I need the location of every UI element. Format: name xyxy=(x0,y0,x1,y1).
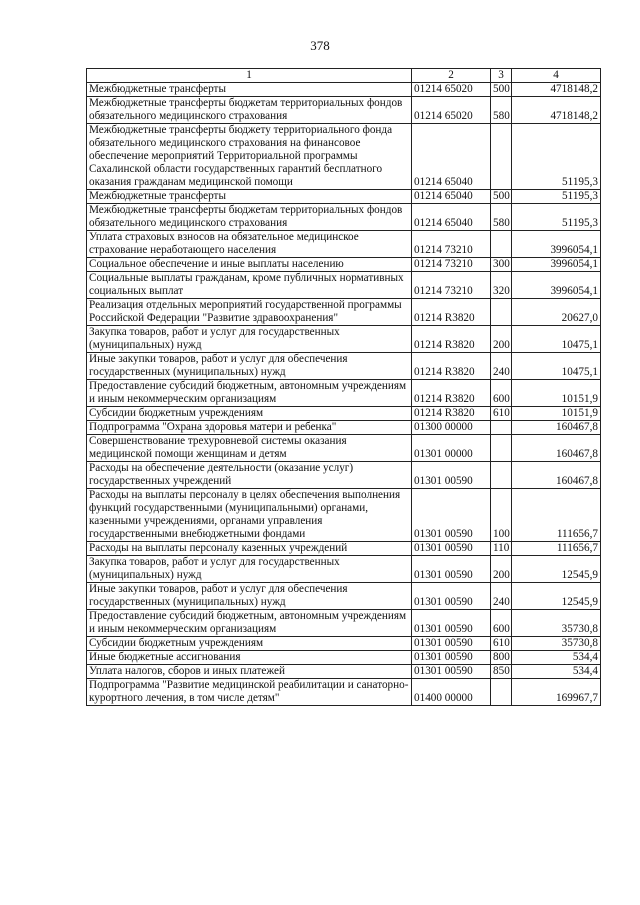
row-name-cell: Межбюджетные трансферты xyxy=(87,190,412,204)
row-name-cell: Подпрограмма "Развитие медицинской реабилитации и санаторно-курортного лечения, в том числе детям" xyxy=(87,679,412,706)
table-row xyxy=(87,462,601,489)
row-type-cell xyxy=(491,299,512,326)
row-amount-cell: 3996054,1 xyxy=(512,272,601,299)
row-amount-cell: 534,4 xyxy=(512,665,601,679)
table-row xyxy=(87,651,601,665)
row-name-cell: Субсидии бюджетным учреждениям xyxy=(87,637,412,651)
row-type-cell xyxy=(491,679,512,706)
row-type-cell: 610 xyxy=(491,637,512,651)
row-type-cell: 200 xyxy=(491,326,512,353)
row-code-cell: 01214 65040 xyxy=(412,190,491,204)
row-name-cell: Межбюджетные трансферты xyxy=(87,83,412,97)
row-code-cell: 01300 00000 xyxy=(412,421,491,435)
table-row xyxy=(87,489,601,542)
row-amount-cell: 10475,1 xyxy=(512,326,601,353)
row-amount-cell: 20627,0 xyxy=(512,299,601,326)
row-name-cell: Предоставление субсидий бюджетным, автономным учреждениям и иным некоммерческим организациям xyxy=(87,380,412,407)
table-row xyxy=(87,637,601,651)
table-row xyxy=(87,380,601,407)
row-code-cell: 01214 65040 xyxy=(412,204,491,231)
row-type-cell: 240 xyxy=(491,353,512,380)
table-row xyxy=(87,190,601,204)
table-row xyxy=(87,124,601,190)
row-code-cell: 01214 65040 xyxy=(412,124,491,190)
row-amount-cell: 51195,3 xyxy=(512,124,601,190)
table-row xyxy=(87,326,601,353)
row-type-cell xyxy=(491,124,512,190)
row-code-cell: 01214 73210 xyxy=(412,258,491,272)
row-code-cell: 01214 R3820 xyxy=(412,326,491,353)
row-type-cell: 610 xyxy=(491,407,512,421)
row-amount-cell: 35730,8 xyxy=(512,637,601,651)
row-name-cell: Предоставление субсидий бюджетным, автономным учреждениям и иным некоммерческим организациям xyxy=(87,610,412,637)
header-cell: 3 xyxy=(491,69,512,83)
row-amount-cell: 10151,9 xyxy=(512,407,601,421)
header-cell: 2 xyxy=(412,69,491,83)
row-type-cell: 100 xyxy=(491,489,512,542)
table-row xyxy=(87,421,601,435)
row-type-cell: 320 xyxy=(491,272,512,299)
table-row xyxy=(87,97,601,124)
row-code-cell: 01301 00590 xyxy=(412,583,491,610)
row-amount-cell: 111656,7 xyxy=(512,489,601,542)
table-row xyxy=(87,83,601,97)
row-amount-cell: 4718148,2 xyxy=(512,97,601,124)
row-code-cell: 01214 73210 xyxy=(412,272,491,299)
row-name-cell: Межбюджетные трансферты бюджету территориального фонда обязательного медицинского страхования на финансовое обеспечение мероприятий Территориальной программы Сахалинской области государственных гарантий бесплатного оказания гражданам медицинской помощи xyxy=(87,124,412,190)
row-type-cell: 110 xyxy=(491,542,512,556)
table-row xyxy=(87,204,601,231)
row-type-cell: 300 xyxy=(491,258,512,272)
row-name-cell: Уплата страховых взносов на обязательное медицинское страхование неработающего населения xyxy=(87,231,412,258)
row-amount-cell: 4718148,2 xyxy=(512,83,601,97)
row-type-cell: 500 xyxy=(491,190,512,204)
row-name-cell: Расходы на выплаты персоналу казенных учреждений xyxy=(87,542,412,556)
row-code-cell: 01214 R3820 xyxy=(412,380,491,407)
row-name-cell: Расходы на обеспечение деятельности (оказание услуг) государственных учреждений xyxy=(87,462,412,489)
row-amount-cell: 160467,8 xyxy=(512,435,601,462)
budget-table xyxy=(86,68,601,706)
row-name-cell: Иные закупки товаров, работ и услуг для обеспечения государственных (муниципальных) нужд xyxy=(87,583,412,610)
row-code-cell: 01214 65020 xyxy=(412,97,491,124)
row-amount-cell: 12545,9 xyxy=(512,583,601,610)
row-code-cell: 01301 00590 xyxy=(412,651,491,665)
table-row xyxy=(87,407,601,421)
table-row xyxy=(87,542,601,556)
row-name-cell: Субсидии бюджетным учреждениям xyxy=(87,407,412,421)
row-code-cell: 01301 00590 xyxy=(412,462,491,489)
row-amount-cell: 160467,8 xyxy=(512,421,601,435)
row-code-cell: 01400 00000 xyxy=(412,679,491,706)
table-row xyxy=(87,665,601,679)
row-name-cell: Социальные выплаты гражданам, кроме публичных нормативных социальных выплат xyxy=(87,272,412,299)
row-type-cell xyxy=(491,231,512,258)
row-code-cell: 01214 R3820 xyxy=(412,299,491,326)
row-code-cell: 01301 00590 xyxy=(412,610,491,637)
row-name-cell: Расходы на выплаты персоналу в целях обеспечения выполнения функций государственными (муниципальными) органами, казенными учреждениями, органами управления государственными внебюджетными фондами xyxy=(87,489,412,542)
row-amount-cell: 3996054,1 xyxy=(512,258,601,272)
table-row xyxy=(87,435,601,462)
row-name-cell: Закупка товаров, работ и услуг для государственных (муниципальных) нужд xyxy=(87,326,412,353)
row-amount-cell: 3996054,1 xyxy=(512,231,601,258)
row-code-cell: 01214 R3820 xyxy=(412,353,491,380)
row-amount-cell: 160467,8 xyxy=(512,462,601,489)
row-amount-cell: 51195,3 xyxy=(512,190,601,204)
row-name-cell: Межбюджетные трансферты бюджетам территориальных фондов обязательного медицинского страхования xyxy=(87,204,412,231)
row-amount-cell: 51195,3 xyxy=(512,204,601,231)
row-type-cell: 580 xyxy=(491,204,512,231)
row-amount-cell: 10475,1 xyxy=(512,353,601,380)
table-row xyxy=(87,679,601,706)
header-cell: 1 xyxy=(87,69,412,83)
row-type-cell xyxy=(491,421,512,435)
row-code-cell: 01214 R3820 xyxy=(412,407,491,421)
row-type-cell: 200 xyxy=(491,556,512,583)
row-code-cell: 01301 00000 xyxy=(412,435,491,462)
header-row xyxy=(87,69,601,83)
row-code-cell: 01301 00590 xyxy=(412,637,491,651)
row-name-cell: Реализация отдельных мероприятий государственной программы Российской Федерации "Развитие здравоохранения" xyxy=(87,299,412,326)
row-type-cell: 600 xyxy=(491,610,512,637)
row-code-cell: 01301 00590 xyxy=(412,665,491,679)
row-type-cell: 580 xyxy=(491,97,512,124)
row-type-cell: 600 xyxy=(491,380,512,407)
row-amount-cell: 169967,7 xyxy=(512,679,601,706)
row-name-cell: Социальное обеспечение и иные выплаты населению xyxy=(87,258,412,272)
row-name-cell: Иные бюджетные ассигнования xyxy=(87,651,412,665)
row-code-cell: 01214 65020 xyxy=(412,83,491,97)
row-amount-cell: 111656,7 xyxy=(512,542,601,556)
row-amount-cell: 10151,9 xyxy=(512,380,601,407)
table-row xyxy=(87,556,601,583)
row-type-cell: 240 xyxy=(491,583,512,610)
row-code-cell: 01214 73210 xyxy=(412,231,491,258)
row-name-cell: Межбюджетные трансферты бюджетам территориальных фондов обязательного медицинского страхования xyxy=(87,97,412,124)
row-type-cell: 850 xyxy=(491,665,512,679)
row-type-cell xyxy=(491,435,512,462)
row-name-cell: Иные закупки товаров, работ и услуг для обеспечения государственных (муниципальных) нужд xyxy=(87,353,412,380)
row-type-cell: 800 xyxy=(491,651,512,665)
table-row xyxy=(87,272,601,299)
row-code-cell: 01301 00590 xyxy=(412,556,491,583)
table-row xyxy=(87,583,601,610)
row-amount-cell: 35730,8 xyxy=(512,610,601,637)
row-amount-cell: 12545,9 xyxy=(512,556,601,583)
table-row xyxy=(87,258,601,272)
row-type-cell: 500 xyxy=(491,83,512,97)
row-name-cell: Уплата налогов, сборов и иных платежей xyxy=(87,665,412,679)
row-code-cell: 01301 00590 xyxy=(412,489,491,542)
table-row xyxy=(87,610,601,637)
row-amount-cell: 534,4 xyxy=(512,651,601,665)
row-name-cell: Подпрограмма "Охрана здоровья матери и ребенка" xyxy=(87,421,412,435)
row-name-cell: Совершенствование трехуровневой системы оказания медицинской помощи женщинам и детям xyxy=(87,435,412,462)
page-number: 378 xyxy=(310,38,330,53)
table-row xyxy=(87,299,601,326)
row-type-cell xyxy=(491,462,512,489)
table-row xyxy=(87,353,601,380)
row-name-cell: Закупка товаров, работ и услуг для государственных (муниципальных) нужд xyxy=(87,556,412,583)
header-cell: 4 xyxy=(512,69,601,83)
table-row xyxy=(87,231,601,258)
row-code-cell: 01301 00590 xyxy=(412,542,491,556)
